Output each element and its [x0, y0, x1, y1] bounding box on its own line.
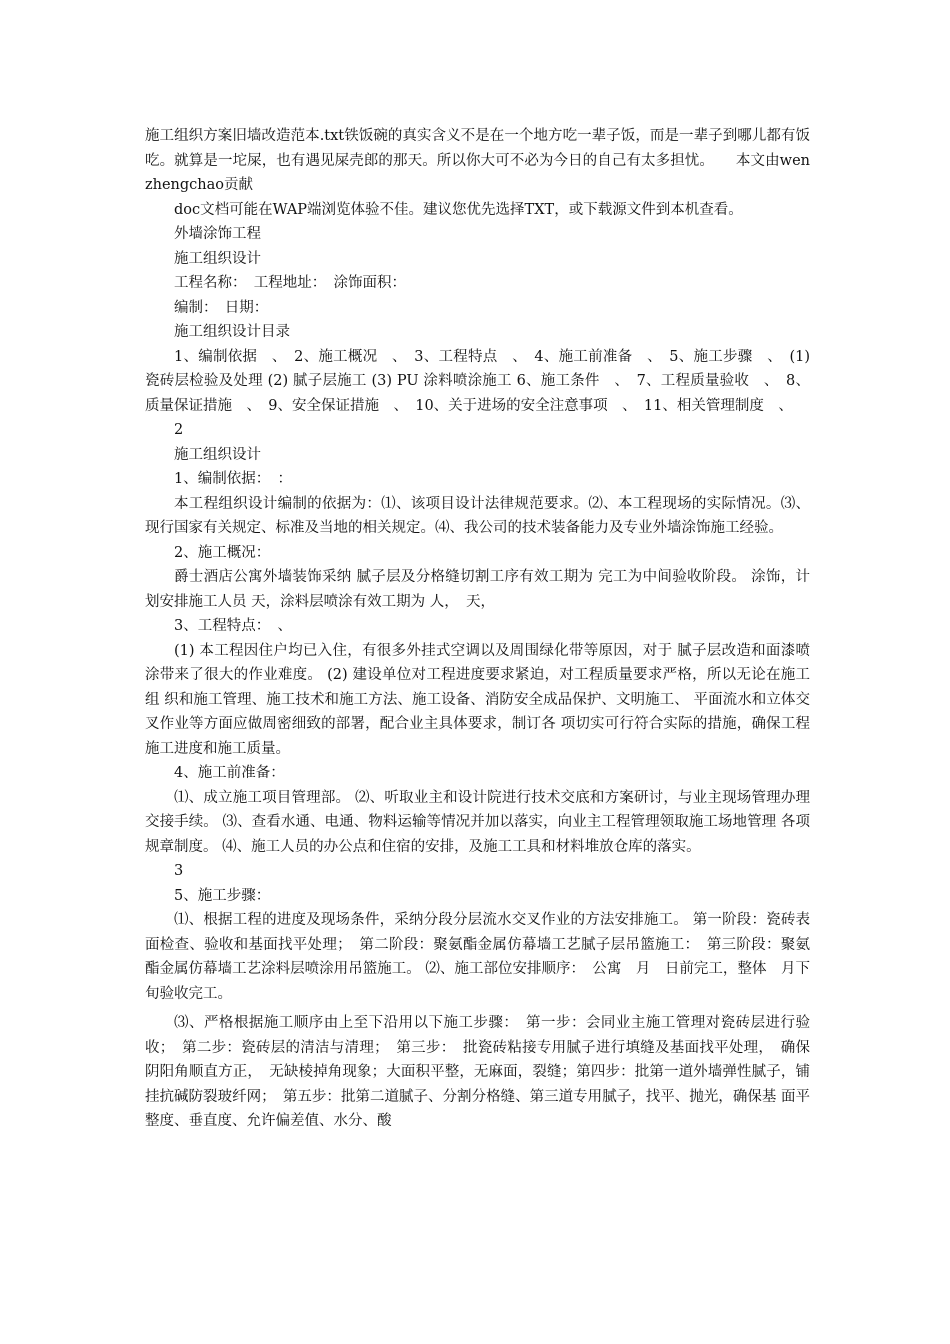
paragraph: ⑴、根据工程的进度及现场条件，采纳分段分层流水交叉作业的方法安排施工。 第一阶段：瓷砖表面检查、验收和基面找平处理； 第二阶段：聚氨酯金属仿幕墙工艺腻子层吊篮施工： 第三阶段：聚氨酯金属仿幕墙工艺涂料层喷涂用吊篮施工。 ⑵、施工部位安排顺序： 公寓 月 日前完工，整体 月下旬验收完工。: [145, 912, 810, 1002]
paragraph: 施工组织方案旧墙改造范本.txt铁饭碗的真实含义不是在一个地方吃一辈子饭，而是一辈子到哪儿都有饭吃。就算是一坨屎，也有遇见屎壳郎的那天。所以你大可不必为今日的自己有太多担忧。 本文由wenzhengchao贡献: [145, 128, 810, 193]
paragraph: (1) 本工程因住户均已入住，有很多外挂式空调以及周围绿化带等原因，对于 腻子层改造和面漆喷涂带来了很大的作业难度。 (2) 建设单位对工程进度要求紧迫，对工程质量要求严格，所以无论在施工组 织和施工管理、施工技术和施工方法、施工设备、消防安全成品保护、文明施工、 平面流水和立体交叉作业等方面应做周密细致的部署，配合业主具体要求，制订各 项切实可行符合实际的措施，确保工程施工进度和施工质量。: [145, 642, 810, 757]
section-heading: 1、编制依据： ：: [174, 471, 292, 487]
section-heading: 2、施工概况：: [174, 544, 271, 561]
paragraph: 爵士酒店公寓外墙装饰采纳 腻子层及分格缝切割工序有效工期为 完工为中间验收阶段。 涂饰，计划安排施工人员 天，涂料层喷涂有效工期为 人， 天，: [145, 569, 810, 610]
page-number: 2: [174, 422, 184, 438]
table-of-contents: 1、编制依据 、 2、施工概况 、 3、工程特点 、 4、施工前准备 、 5、施工步骤 、 (1) 瓷砖层检验及处理 (2) 腻子层施工 (3) PU 涂料喷涂施工 6、施工条件 、 7、工程质量验收 、 8、质量保证措施 、 9、安全保证措施 、 10、关于进场的安全注意事项 、 11、相关管理制度 、: [145, 348, 810, 414]
paragraph: 本工程组织设计编制的依据为：⑴、该项目设计法律规范要求。⑵、本工程现场的实际情况。⑶、现行国家有关规定、标准及当地的相关规定。⑷、我公司的技术装备能力及专业外墙涂饰施工经验。: [145, 495, 810, 536]
section-heading: 施工组织设计: [174, 250, 261, 267]
section-heading: 外墙涂饰工程: [174, 226, 261, 242]
section-heading: 施工组织设计目录: [174, 324, 290, 340]
section-heading: 5、施工步骤：: [174, 887, 271, 904]
paragraph: ⑴、成立施工项目管理部。 ⑵、听取业主和设计院进行技术交底和方案研讨，与业主现场管理办理交接手续。 ⑶、查看水通、电通、物料运输等情况并加以落实，向业主工程管理领取施工场地管理 各项规章制度。 ⑷、施工人员的办公点和住宿的安排，及施工工具和材料堆放仓库的落实。: [145, 789, 810, 855]
paragraph: doc文档可能在WAP端浏览体验不佳。建议您优先选择TXT，或下载源文件到本机查看。: [174, 201, 743, 218]
section-heading: 施工组织设计: [174, 446, 261, 463]
section-heading: 3、工程特点： 、: [174, 618, 292, 634]
section-heading: 4、施工前准备：: [174, 765, 285, 781]
paragraph: 编制： 日期：: [174, 299, 269, 316]
paragraph: ⑶、严格根据施工顺序由上至下沿用以下施工步骤： 第一步：会同业主施工管理对瓷砖层进行验收； 第二步：瓷砖层的清洁与清理； 第三步： 批瓷砖粘接专用腻子进行填缝及基面找平处理， 确保阴阳角顺直方正， 无缺棱掉角现象；大面积平整，无麻面，裂缝；第四步：批第一道外墙弹性腻子，铺挂抗碱防裂玻纤网； 第五步：批第二道腻子、分割分格缝、第三道专用腻子，找平、抛光，确保基 面平整度、垂直度、允许偏差值、水分、酸: [145, 1015, 810, 1129]
paragraph: 工程名称： 工程地址： 涂饰面积：: [174, 275, 406, 291]
document-body: [145, 124, 810, 1134]
page-number: 3: [174, 863, 184, 879]
